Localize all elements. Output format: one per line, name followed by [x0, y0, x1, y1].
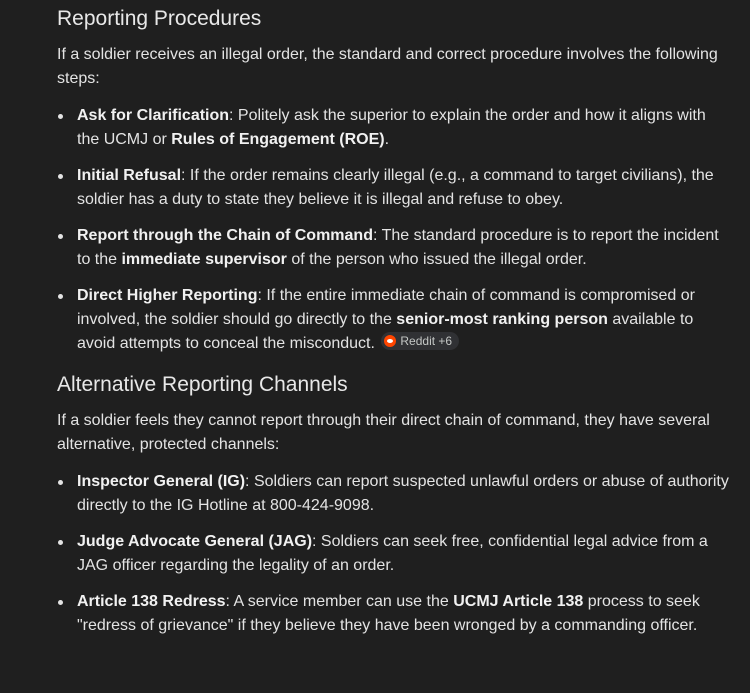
item-title: Direct Higher Reporting: [77, 287, 258, 304]
item-emphasis: senior-most ranking person: [396, 311, 608, 328]
alternative-channels-section: [57, 370, 730, 638]
list-item: [57, 284, 730, 356]
item-text: : If the entire immediate chain of command is compromised or involved, the soldier should go directly to the: [77, 287, 695, 328]
list-item: [57, 590, 730, 638]
list-item: [57, 470, 730, 518]
source-chip[interactable]: [381, 332, 459, 350]
item-text: : Soldiers can report suspected unlawful orders or abuse of authority directly to the IG Hotline at 800-424-9098.: [77, 473, 729, 514]
item-title: Article 138 Redress: [77, 593, 226, 610]
item-text: : Soldiers can seek free, confidential legal advice from a JAG officer regarding the legality of an order.: [77, 533, 708, 574]
item-text: : The standard procedure is to report the incident to the: [77, 227, 719, 268]
item-emphasis: immediate supervisor: [121, 251, 287, 268]
section-intro: If a soldier feels they cannot report through their direct chain of command, they have several alternative, protected channels:: [57, 412, 710, 453]
source-chip-label: Reddit +6: [400, 334, 453, 348]
item-text: : If the order remains clearly illegal (e.g., a command to target civilians), the soldier has a duty to state they believe it is illegal and refuse to obey.: [77, 167, 714, 208]
list-item: [57, 224, 730, 272]
item-title: Judge Advocate General (JAG): [77, 533, 313, 550]
list-item: [57, 164, 730, 212]
reddit-icon: [384, 335, 396, 347]
item-text: .: [384, 131, 390, 148]
section-intro: If a soldier receives an illegal order, the standard and correct procedure involves the following steps:: [57, 46, 718, 87]
reporting-steps-list: [57, 104, 730, 356]
item-title: Report through the Chain of Command: [77, 227, 373, 244]
item-title: Inspector General (IG): [77, 473, 246, 490]
alternative-channels-list: [57, 470, 730, 638]
item-text: process to seek "redress of grievance" if they believe they have been wronged by a commanding officer.: [77, 593, 700, 634]
item-emphasis: Rules of Engagement (ROE): [171, 131, 385, 148]
item-text: : Politely ask the superior to explain the order and how it aligns with the UCMJ or: [77, 107, 706, 148]
section-heading-reporting-procedures: Reporting Procedures: [57, 7, 262, 30]
item-text: available to avoid attempts to conceal the misconduct.: [77, 311, 694, 352]
item-title: Ask for Clarification: [77, 107, 230, 124]
item-text: of the person who issued the illegal order.: [286, 251, 587, 268]
item-emphasis: UCMJ Article 138: [453, 593, 584, 610]
list-item: [57, 530, 730, 578]
section-heading-alternative-channels: Alternative Reporting Channels: [57, 373, 348, 396]
item-title: Initial Refusal: [77, 167, 182, 184]
list-item: [57, 104, 730, 152]
item-text: : A service member can use the: [225, 593, 454, 610]
